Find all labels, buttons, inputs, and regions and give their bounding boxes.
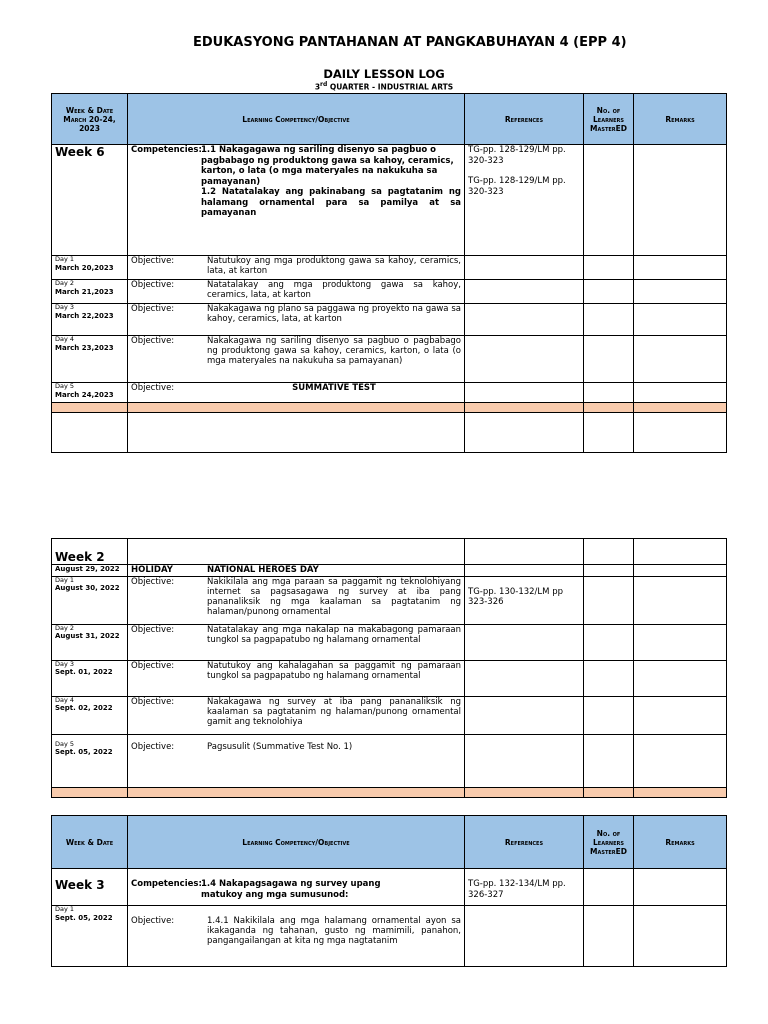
header-mastered: No. of Learners MasterED <box>584 94 634 145</box>
day-date: Sept. 02, 2022 <box>55 704 113 712</box>
competency-label: Competencies: <box>131 879 202 889</box>
table-row <box>52 280 727 304</box>
empty-row <box>52 413 727 453</box>
day-date: March 20,2023 <box>55 263 114 272</box>
day-label: Day 1 <box>55 255 75 263</box>
objective-text: Natatalakay ang mga nakalap na makabagong pamaraan tungkol sa pagpapatubo ng halamang ornamental <box>207 624 461 645</box>
day-label: Day 3 <box>55 303 75 311</box>
day-date: March 23,2023 <box>55 343 114 352</box>
objective-label: Objective: <box>131 576 175 587</box>
separator-row <box>52 403 727 413</box>
lesson-table-week-2 <box>51 538 727 798</box>
table-row <box>52 304 727 336</box>
table-row <box>52 383 727 403</box>
header-mastered: No. of Learners MasterED <box>584 816 634 869</box>
day-date: March 22,2023 <box>55 311 114 320</box>
day-label: Day 1 <box>55 576 75 584</box>
reference-text: TG-pp. 132-134/LM pp. 326-327 <box>468 879 566 900</box>
table-header-row <box>52 94 727 145</box>
document-subtitle: DAILY LESSON LOG <box>323 67 445 81</box>
day-label: Day 3 <box>55 660 75 668</box>
header-remarks: Remarks <box>634 94 727 145</box>
day-label: Day 5 <box>55 739 75 748</box>
table-row <box>52 734 727 787</box>
quarter-rest: QUARTER - INDUSTRIAL ARTS <box>327 82 454 92</box>
competency-1-1: 1.1 Nakagagawa ng sariling disenyo sa pagbuo o pagbabago ng produktong gawa sa kahoy, ceramics, karton, o lata (o mga materyales na nakukuha sa pamayanan) <box>201 145 454 187</box>
objective-label: Objective: <box>131 383 175 393</box>
table-header-row <box>52 816 727 869</box>
header-references: References <box>465 94 584 145</box>
competency-1-2: 1.2 Natatalakay ang pakinabang sa pagtatanim ng halamang ornamental para sa pamilya at sa pamayanan <box>201 187 461 218</box>
header-week-date: Week & Date <box>52 816 128 869</box>
table-row <box>52 906 727 967</box>
quarter-suffix: rd <box>320 81 328 88</box>
summative-test-label: SUMMATIVE TEST <box>292 383 376 393</box>
objective-label: Objective: <box>131 741 175 752</box>
table-row <box>52 539 727 565</box>
lesson-table-week-3 <box>51 815 727 967</box>
header-date-range: March 20-24, 2023 <box>63 114 116 133</box>
objective-label: Objective: <box>131 280 175 290</box>
holiday-name: NATIONAL HEROES DAY <box>207 565 319 575</box>
quarter-ordinal: 3 <box>314 82 321 92</box>
day-date: March 24,2023 <box>55 390 114 399</box>
day-date: March 21,2023 <box>55 287 114 296</box>
table-row <box>52 256 727 280</box>
day-label: Day 2 <box>55 624 75 632</box>
table-row <box>52 336 727 383</box>
objective-label: Objective: <box>131 916 175 926</box>
day-label: Day 1 <box>55 905 75 913</box>
separator-row <box>52 787 727 797</box>
table-row <box>52 660 727 696</box>
day-label: Day 4 <box>55 335 75 343</box>
header-week-date: Week & Date March 20-24, 2023 <box>52 94 128 145</box>
day-date: August 29, 2022 <box>55 565 120 573</box>
objective-text: Natutukoy ang kahalagahan sa paggamit ng pamaraan tungkol sa pagpapatubo ng halamang ornamental <box>207 660 461 681</box>
objective-text: Natatalakay ang mga produktong gawa sa kahoy, ceramics, lata, at karton <box>207 280 461 300</box>
day-date: August 31, 2022 <box>55 632 120 640</box>
week-label: Week 6 <box>55 145 105 159</box>
day-label: Day 5 <box>55 382 75 390</box>
objective-label: Objective: <box>131 336 175 346</box>
week-label: Week 3 <box>55 878 105 892</box>
holiday-label: HOLIDAY <box>131 565 173 575</box>
reference-text: TG-pp. 130-132/LM pp 323-326 <box>468 586 563 607</box>
objective-text: Pagsusulit (Summative Test No. 1) <box>207 741 353 752</box>
objective-text: Nakikilala ang mga paraan sa paggamit ng teknolohiyang internet sa pagsasagawa ng survey at iba pang pananaliksik ng mga kaalaman sa pagtatanim ng halaman/punong ornamental <box>207 576 461 617</box>
competency-label: Competencies: <box>131 145 202 155</box>
header-competency: Learning Competency/Objective <box>128 94 465 145</box>
week-label: Week 2 <box>55 550 105 564</box>
objective-label: Objective: <box>131 660 175 671</box>
objective-text: Nakakagawa ng plano sa paggawa ng proyekto na gawa sa kahoy, ceramics, lata, at karton <box>207 304 461 324</box>
reference-text: TG-pp. 128-129/LM pp. 320-323 <box>468 176 566 197</box>
header-competency: Learning Competency/Objective <box>128 816 465 869</box>
objective-text: Nakakagawa ng survey at iba pang pananaliksik ng kaalaman sa pagtatanim ng halaman/punong ornamental gamit ang teknolohiya <box>207 696 461 727</box>
table-row <box>52 565 727 577</box>
day-date: August 30, 2022 <box>55 584 120 592</box>
objective-label: Objective: <box>131 256 175 266</box>
objective-label: Objective: <box>131 624 175 635</box>
table-row <box>52 869 727 906</box>
day-date: Sept. 01, 2022 <box>55 668 113 676</box>
table-row <box>52 576 727 624</box>
day-date: Sept. 05, 2022 <box>55 913 113 922</box>
table-row <box>52 624 727 660</box>
lesson-table-week-6 <box>51 93 727 453</box>
mastered-cell <box>584 145 634 256</box>
objective-label: Objective: <box>131 696 175 707</box>
reference-text: TG-pp. 128-129/LM pp. 320-323 <box>468 145 566 166</box>
competency-text: 1.4 Nakapagsagawa ng survey upang matukoy ang mga sumusunod: <box>201 879 381 900</box>
objective-text: Natutukoy ang mga produktong gawa sa kahoy, ceramics, lata, at karton <box>207 256 461 276</box>
objective-text: Nakakagawa ng sariling disenyo sa pagbuo o pagbabago ng produktong gawa sa kahoy, ceramics, karton, o lata (o mga materyales na nakukuha sa pamayanan) <box>207 336 461 366</box>
table-row <box>52 145 727 256</box>
remarks-cell <box>634 145 727 256</box>
day-label: Day 2 <box>55 279 75 287</box>
table-row <box>52 696 727 734</box>
day-date: Sept. 05, 2022 <box>55 748 113 756</box>
header-remarks: Remarks <box>634 816 727 869</box>
quarter-label <box>0 81 768 92</box>
objective-text: 1.4.1 Nakikilala ang mga halamang ornamental ayon sa ikakaganda ng tahanan, gusto ng mamimili, panahon, pangangailangan at kita ng mga nagtatanim <box>207 916 461 946</box>
day-label: Day 4 <box>55 696 75 704</box>
objective-label: Objective: <box>131 304 175 314</box>
document-title: EDUKASYONG PANTAHANAN AT PANGKABUHAYAN 4 (EPP 4) <box>193 35 627 50</box>
header-references: References <box>465 816 584 869</box>
